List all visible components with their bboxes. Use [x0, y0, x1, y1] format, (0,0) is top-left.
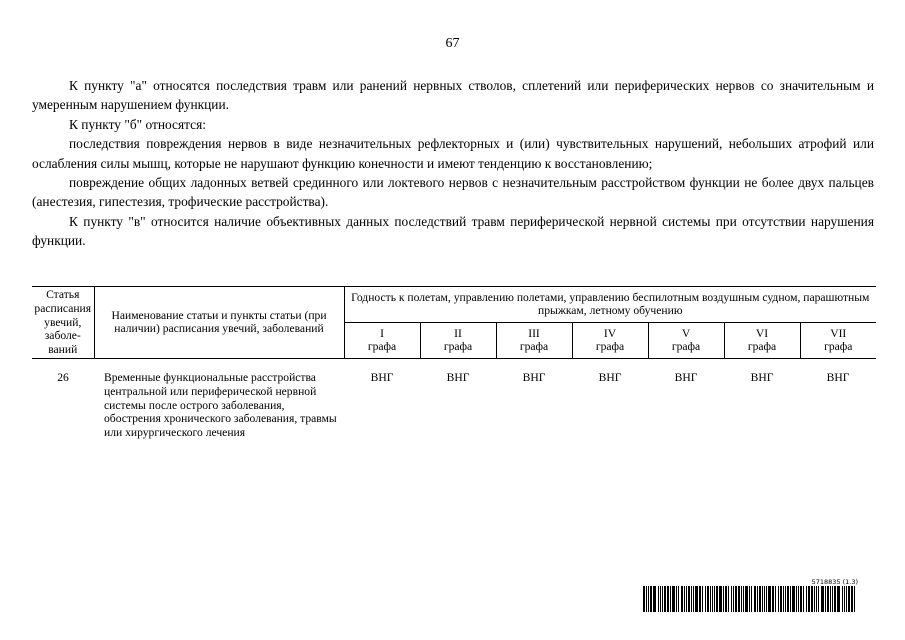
grafa-numeral: IV — [603, 326, 617, 340]
grafa-numeral: VI — [755, 326, 769, 340]
barcode-bar — [716, 586, 718, 612]
barcode-bar — [803, 586, 804, 612]
body-text — [32, 76, 874, 251]
header-fitness: Годность к полетам, управлению полетами, управлению беспилотным воздушным судном, парашютным прыжкам, летному обучению — [344, 287, 876, 323]
barcode-bar — [702, 586, 703, 612]
barcode-bar — [691, 586, 692, 612]
header-grafa-7 — [800, 322, 876, 358]
barcode-bar — [764, 586, 765, 612]
grafa-numeral: V — [681, 326, 691, 340]
barcode-bar — [728, 586, 729, 612]
page-number: 67 — [445, 36, 460, 51]
barcode-bar — [712, 586, 713, 612]
paragraph-item-b-1: последствия повреждения нервов в виде незначительных рефлекторных и (или) чувствительных нарушений, небольших атрофий или ослабления силы мышц, которые не нарушают функцию конечности и имеют тенденцию к восстановлению; — [32, 136, 874, 171]
barcode-bar — [796, 586, 797, 612]
barcode-bar — [830, 586, 831, 612]
barcode-bar — [834, 586, 836, 612]
barcode-bar — [780, 586, 782, 612]
grafa-word: графа — [367, 340, 397, 354]
grafa-word: графа — [595, 340, 625, 354]
article-name: Временные функциональные расстройства центральной или периферической нервной системы после острого заболевания, обострения хронического заболевания, травмы или хирургического лечения — [104, 370, 337, 440]
barcode-bar — [825, 586, 826, 612]
barcode-bar — [693, 586, 694, 612]
barcode-bar — [772, 586, 774, 612]
barcode-bar — [762, 586, 763, 612]
header-grafa-2 — [420, 322, 496, 358]
grafa-numeral: II — [454, 326, 462, 340]
barcode-bar — [745, 586, 748, 612]
barcode-bar — [783, 586, 784, 612]
barcode-bar — [650, 586, 652, 612]
barcode-bar — [688, 586, 690, 612]
barcode-bar — [662, 586, 663, 612]
header-name: Наименование статьи и пункты статьи (при наличии) расписания увечий, заболеваний — [94, 287, 344, 359]
article-number: 26 — [57, 370, 69, 384]
barcode-bar — [705, 586, 706, 612]
barcode-bar — [741, 586, 742, 612]
barcode-bar — [768, 586, 771, 612]
grafa-numeral: VII — [830, 326, 847, 340]
barcode-bar — [733, 586, 734, 612]
header-grafa-4 — [572, 322, 648, 358]
barcode-bar — [751, 586, 752, 612]
barcode-bar — [653, 586, 656, 612]
barcode-bar — [757, 586, 758, 612]
paragraph-item-b-2: повреждение общих ладонных ветвей срединного или локтевого нервов с незначительным расстройством функции не более двух пальцев (анестезия, гипестезия, трофические расстройства). — [32, 175, 874, 210]
barcode-bar — [735, 586, 737, 612]
grafa-word: графа — [671, 340, 701, 354]
header-grafa-5 — [648, 322, 724, 358]
paragraph-item-v: К пункту "в" относится наличие объективных данных последствий травм периферической нервной системы при отсутствии нарушения функции. — [32, 213, 874, 249]
fitness-value-7: ВНГ — [826, 370, 850, 384]
barcode-bar — [814, 586, 815, 612]
barcode-bar — [798, 586, 799, 612]
grafa-numeral: III — [528, 326, 540, 340]
barcode-bar — [738, 586, 740, 612]
barcode-bar — [775, 586, 776, 612]
barcode-bar — [695, 586, 698, 612]
barcode-bar — [676, 586, 677, 612]
barcode-bar — [686, 586, 687, 612]
barcode-bar — [844, 586, 845, 612]
barcode-bar — [851, 586, 853, 612]
barcode-bar — [854, 586, 855, 612]
barcode-bar — [818, 586, 819, 612]
grafa-word: графа — [824, 340, 853, 354]
header-grafa-6 — [724, 322, 800, 358]
barcode-bar — [800, 586, 802, 612]
barcode-bar — [678, 586, 679, 612]
paragraph-item-b-intro: К пункту "б" относятся: — [69, 116, 206, 132]
barcode-bar — [664, 586, 666, 612]
barcode-bar — [646, 586, 647, 612]
barcode-bars — [643, 586, 858, 612]
barcode-bar — [710, 586, 711, 612]
barcode-bar — [672, 586, 675, 612]
barcode-bar — [811, 586, 813, 612]
barcode-bar — [658, 586, 659, 612]
barcode-bar — [808, 586, 810, 612]
header-grafa-1 — [344, 322, 420, 358]
barcode-bar — [846, 586, 847, 612]
barcode-bar — [792, 586, 795, 612]
barcode-bar — [778, 586, 779, 612]
barcode-bar — [785, 586, 786, 612]
barcode-bar — [643, 586, 645, 612]
fitness-value-2: ВНГ — [446, 370, 470, 384]
fitness-value-4: ВНГ — [598, 370, 622, 384]
barcode-bar — [821, 586, 824, 612]
barcode-bar — [787, 586, 789, 612]
barcode-bar — [731, 586, 732, 612]
barcode-bar — [848, 586, 850, 612]
barcode-bar — [723, 586, 724, 612]
paragraph-item-a: К пункту "а" относятся последствия травм или ранений нервных стволов, сплетений или периферических нервов со значительным и умеренным нарушением функции. — [32, 78, 874, 113]
barcode-bar — [670, 586, 671, 612]
barcode-bar — [754, 586, 756, 612]
barcode-bar — [667, 586, 669, 612]
fitness-value-1: ВНГ — [370, 370, 394, 384]
barcode-bar — [681, 586, 683, 612]
barcode-bar — [837, 586, 840, 612]
barcode-bar — [759, 586, 761, 612]
barcode-bar — [743, 586, 744, 612]
grafa-word: графа — [519, 340, 549, 354]
fitness-value-6: ВНГ — [750, 370, 774, 384]
fitness-table — [32, 286, 876, 440]
barcode-label: 5718835 (1.3) — [811, 578, 858, 586]
barcode-bar — [842, 586, 843, 612]
barcode-bar — [806, 586, 807, 612]
barcode-bar — [699, 586, 701, 612]
barcode-bar — [816, 586, 817, 612]
barcode-bar — [719, 586, 722, 612]
grafa-numeral: I — [380, 326, 384, 340]
fitness-value-3: ВНГ — [522, 370, 546, 384]
barcode-bar — [707, 586, 709, 612]
barcode-bar — [648, 586, 649, 612]
header-grafa-3 — [496, 322, 572, 358]
barcode-bar — [832, 586, 833, 612]
barcode-bar — [827, 586, 829, 612]
grafa-word: графа — [443, 340, 473, 354]
barcode-bar — [749, 586, 750, 612]
table-row — [32, 358, 876, 439]
barcode-bar — [790, 586, 791, 612]
grafa-word: графа — [747, 340, 777, 354]
header-article: Статья расписания увечий, заболе-ваний — [32, 287, 94, 359]
fitness-value-5: ВНГ — [674, 370, 698, 384]
barcode-bar — [660, 586, 661, 612]
barcode — [643, 578, 858, 614]
barcode-bar — [725, 586, 727, 612]
barcode-bar — [766, 586, 767, 612]
barcode-bar — [714, 586, 715, 612]
barcode-bar — [684, 586, 685, 612]
